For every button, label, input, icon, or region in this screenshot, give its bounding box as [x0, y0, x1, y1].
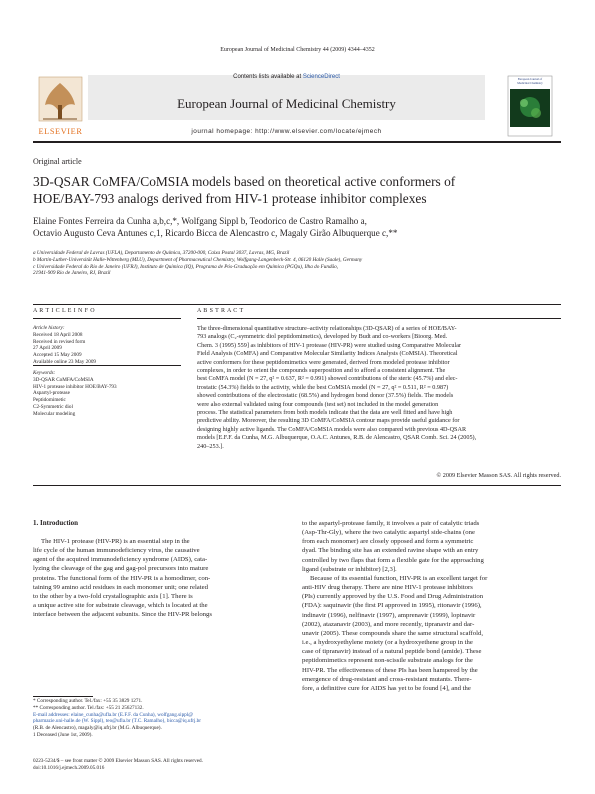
footnote-email-2[interactable]: pharmazie.uni-halle.de (W. Sippl), teo@ufla.br (T.C. Ramalho), bicca@iq.ufrj.br: [33, 718, 202, 725]
abstract-line-14: models [E.F.F. da Cunha, M.G. Albuquerque, O.A.C. Antunes, R.B. de Alencastro, QSAR Comb. Sci. 24 (2005),: [197, 434, 477, 442]
intro-right-line-13: unavir (2005). These compounds share the same structural scaffold,: [302, 629, 484, 637]
intro-right-line-6: ligand (substrate or inhibitor) [2,3].: [302, 565, 397, 573]
intro-right-line-2: (Asp-Thr-Gly), where the two catalytic aspartyl side-chains (one: [302, 529, 475, 537]
affiliation-c: c Universidade Federal do Rio de Janeiro (UFRJ), Instituto de Química (IQ), Programa de Pós-Graduação em Química (PGQu), Ilha do Fundão,: [33, 263, 339, 270]
abstract-line-3: Chem. 3 (1995) 559] as inhibitors of HIV-1 protease (HIV-PR) were studied using Comparative Molecular: [197, 341, 462, 349]
abstract-line-8: trostatic (54.3%) fields to the activity, while the best CoMSIA model (N = 27, q² = 0.511, R² = 0.987): [197, 383, 449, 391]
history-online: Available online 23 May 2009: [33, 358, 97, 365]
intro-right-column: [302, 519, 561, 693]
intro-left-line-5: proteins. The functional form of the HIV-PR is a homodimer, con-: [33, 574, 211, 582]
footnotes: [33, 698, 285, 739]
author-line-1: Elaine Fontes Ferreira da Cunha a,b,c,*, Wolfgang Sippl b, Teodorico de Castro Ramalho a,: [33, 216, 367, 226]
article-history: [33, 325, 181, 366]
affiliation-b: b Martin-Luther-Universität Halle-Wittenberg (MLU), Department of Pharmaceutical Chemistry, Wolfgang-Langenbeck-Str. 4, 06120 Halle (Saale), Germany: [33, 256, 363, 263]
intro-right-line-8: anti-HIV drug therapy. There are nine HIV-1 protease inhibitors: [302, 584, 473, 592]
intro-right-line-9: (PIs) currently approved by the U.S. Food and Drug Administration: [302, 593, 484, 601]
intro-left-line-9: interface between the adjacent subunits. Since the HIV-PR belongs: [33, 611, 212, 619]
abstract-line-13: designing highly active ligands. The CoMFA/CoMSIA models were also compared with previous 4D-QSAR: [197, 425, 467, 433]
intro-right-line-12: (2002), atazanavir (2003), and more recently, tipranavir and dar-: [302, 620, 475, 628]
keyword-4: Peptidomimetic: [33, 397, 66, 404]
title-line-2: HOE/BAY-793 analogs derived from HIV-1 protease inhibitor complexes: [33, 190, 427, 206]
intro-left-column: [33, 537, 285, 619]
intro-left-line-1: The HIV-1 protease (HIV-PR) is an essential step in the: [41, 538, 190, 545]
intro-right-line-16: peptidomimetics represent non-scissile substrate analogs for the: [302, 657, 473, 665]
front-matter-line: 0223-5234/$ – see front matter © 2009 Elsevier Masson SAS. All rights reserved.: [33, 758, 203, 764]
journal-title: European Journal of Medicinal Chemistry: [177, 96, 396, 111]
intro-left-line-6: taining 99 amino acid residues in each monomer unit; one related: [33, 583, 208, 591]
homepage-url[interactable]: http://www.elsevier.com/locate/ejmech: [255, 128, 382, 135]
intro-right-line-5: controlled by two flaps that form a flexible gate for the approaching: [302, 556, 484, 564]
article-title: [33, 174, 563, 207]
intro-right-line-1: to the aspartyl-protease family, it involves a pair of catalytic triads: [302, 520, 480, 527]
info-heading-rule: [33, 318, 181, 319]
abstract-line-12: predictive ability. Moreover, the resulting 3D CoMFA/CoMSIA contour maps provide useful guidance for: [197, 417, 460, 425]
intro-right-line-18: emergence of drug-resistant and cross-resistant mutants. There-: [302, 675, 472, 683]
cover-line-1: European Journal of: [517, 77, 543, 81]
author-line-2: Octavio Augusto Ceva Antunes c,1, Ricardo Bicca de Alencastro c, Magaly Girão Albuquerque c,**: [33, 227, 398, 238]
intro-left-line-3: agent of the acquired immunodeficiency syndrome (AIDS), cata-: [33, 556, 208, 564]
homepage-prefix: journal homepage:: [191, 128, 256, 135]
intro-heading: 1. Introduction: [33, 519, 78, 527]
affiliations: [33, 250, 563, 277]
footnote-email-1[interactable]: E-mail addresses: elaine_cunha@ufla.br (E.F.F. da Cunha), wolfgang.sippl@: [33, 711, 193, 718]
abstract-heading-rule: [197, 318, 561, 319]
keyword-2: HIV-1 protease inhibitor HOE/BAY-793: [33, 383, 117, 390]
keyword-3: Aspartyl-protease: [33, 390, 70, 397]
publisher-name: ELSEVIER: [38, 127, 83, 136]
intro-right-line-11: indinavir (1996), nelfinavir (1997), amprenavir (1999), lopinavir: [302, 611, 476, 619]
info-top-rule: [33, 304, 561, 305]
abstract-body: [197, 325, 561, 451]
abstract-line-15: 240–253.].: [197, 442, 224, 450]
sciencedirect-link[interactable]: ScienceDirect: [302, 74, 340, 80]
affiliation-c-cont: 21941-909 Rio de Janeiro, RJ, Brazil: [33, 270, 111, 277]
history-revised-date: 27 April 2009: [33, 345, 62, 352]
footnote-corresponding-1: * Corresponding author. Tel./fax: +55 35 3829 1271.: [33, 698, 143, 704]
abstract-bottom-rule: [33, 485, 561, 486]
intro-right-line-19: fore, a definitive cure for AIDS has yet to be found [4], and the: [302, 684, 471, 692]
intro-left-line-7: to the other by a two-fold crystallographic axis [1]. There is: [33, 592, 193, 600]
cover-line-2: Medicinal Chemistry: [517, 80, 543, 85]
intro-right-line-17: HIV-PR. The effectiveness of these PIs has been hampered by the: [302, 666, 478, 674]
contents-prefix: Contents lists available at: [233, 74, 303, 80]
intro-right-line-10: (FDA): saquinavir (the first PI approved in 1995), ritonavir (1996),: [302, 602, 482, 610]
abstract-line-7: best CoMFA model (N = 27, q² = 0.637, R² = 0.991) showed contributions of the steric (45.7%) and elec-: [197, 375, 458, 383]
intro-left-line-2: life cycle of the human immunodeficiency virus, the causative: [33, 547, 200, 555]
running-head: European Journal of Medicinal Chemistry 44 (2009) 4344–4352: [220, 47, 375, 53]
intro-right-line-4: dyad. The binding site has an extended ravine shape with an entry: [302, 547, 479, 555]
history-heading: Article history:: [33, 325, 65, 331]
affiliation-a: a Universidade Federal de Lavras (UFLA), Departamento de Química, 37200-000, Caixa Postal 3037, Lavras, MG, Brazil: [33, 250, 290, 256]
abstract-heading: A B S T R A C T: [197, 308, 244, 314]
abstract-line-5: active conformers for these peptidomimetics were generated, derived from modeled protease inhibitor: [197, 358, 450, 366]
footnote-email-3: (R.B. de Alencastro), magaly@iq.ufrj.br (M.G. Albuquerque).: [33, 725, 162, 732]
title-line-1: 3D-QSAR CoMFA/CoMSIA models based on theoretical active conformers of: [33, 174, 456, 189]
abstract-line-10: were also external validated using four compounds (test set) not included in the model generation: [197, 400, 439, 408]
abstract-line-4: Field Analysis (CoMFA) and Comparative Molecular Similarity Indices Analysis (CoMSIA). Theoretical: [197, 350, 458, 358]
masthead-rule: [33, 141, 561, 143]
article-info-heading: A R T I C L E I N F O: [33, 308, 95, 314]
contents-line: [88, 74, 485, 81]
intro-right-line-3: from each monomer) are closely opposed and form a symmetric: [302, 538, 474, 546]
intro-left-line-8: a unique active site for substrate cleavage, which is located at the: [33, 602, 208, 610]
keyword-5: C2-Symmetric diol: [33, 403, 73, 410]
abstract-line-11: process. The statistical parameters from both models indicate that the data are well fitted and have high: [197, 409, 453, 417]
keyword-6: Molecular modeling: [33, 410, 76, 417]
abstract-line-9: showed contributions of the electrostatic (68.5%) and hydrogen bond donor (37.5%) fields. The models: [197, 392, 454, 400]
footnote-rule: [33, 696, 93, 697]
keywords-heading: Keywords:: [33, 370, 56, 376]
footnote-corresponding-2: ** Corresponding author. Tel./fax: +55 21 25627132.: [33, 704, 144, 711]
intro-right-line-7: Because of its essential function, HIV-PR is an excellent target for: [310, 574, 488, 582]
copyright-line: © 2009 Elsevier Masson SAS. All rights reserved.: [436, 472, 561, 479]
intro-left-line-4: lyzing the cleavage of the gag and gag-pol precursors into mature: [33, 565, 209, 573]
abstract-line-1: The three-dimensional quantitative structure–activity relationships (3D-QSAR) of a series of HOE/BAY-: [197, 325, 457, 332]
abstract-line-6: complexes, in order to orient the compounds superposition and to afford a consistent alignment. The: [197, 367, 446, 375]
intro-right-line-15: case of tipranavir) instead of a natural peptide bond (amide). These: [302, 648, 482, 656]
keywords: [33, 370, 181, 418]
article-type: Original article: [33, 157, 82, 166]
history-accepted: Accepted 15 May 2009: [33, 352, 82, 359]
intro-right-line-14: i.e., a hydroxyethylene moiety (or a hydroxyethene group in the: [302, 639, 473, 647]
abstract-line-2: 793 analogs (C₂-symmetric diol peptidomimetics), developed by Budt and co-workers [Bioorg. Med.: [197, 333, 448, 341]
journal-cover-thumbnail: [500, 75, 560, 137]
bottom-info: [33, 758, 333, 772]
author-list: [33, 216, 563, 240]
history-received: Received 18 April 2008: [33, 331, 83, 338]
history-revised: Received in revised form: [33, 338, 86, 345]
doi-line[interactable]: doi:10.1016/j.ejmech.2009.05.016: [33, 764, 105, 771]
homepage-line: [88, 128, 485, 135]
footnote-deceased: 1 Deceased (June 1st, 2009).: [33, 731, 93, 738]
keywords-rule: [33, 365, 181, 366]
keyword-1: 3D-QSAR CoMFA/CoMSIA: [33, 376, 94, 383]
